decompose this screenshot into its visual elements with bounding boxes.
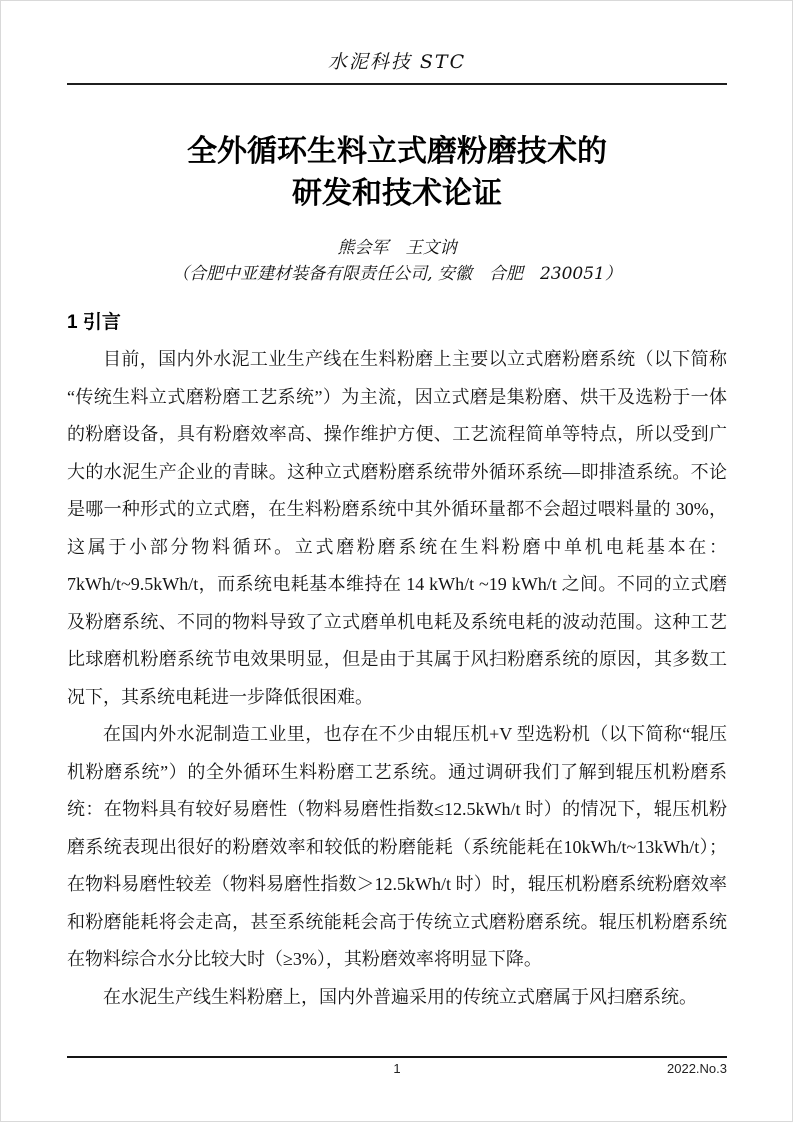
article-title [67,131,727,215]
affiliation: （合肥中亚建材装备有限责任公司, 安徽 合肥 230051） [172,264,622,284]
article-title-line2: 研发和技术论证 [292,177,502,210]
byline [67,235,727,287]
page-number: 1 [393,1061,401,1076]
paragraph-3: 在水泥生产线生料粉磨上，国内外普遍采用的传统立式磨属于风扫磨系统。 [103,986,697,1007]
issue-label: 2022.No.3 [667,1061,727,1076]
article-title-line1: 全外循环生料立式磨粉磨技术的 [187,135,607,168]
section-heading-introduction: 1 引言 [67,312,121,333]
footer-row [67,1058,727,1079]
page-footer [67,1056,727,1079]
paragraph-2: 在国内外水泥制造工业里，也存在不少由辊压机+V 型选粉机（以下简称“辊压机粉磨系统”）的全外循环生料粉磨工艺系统。通过调研我们了解到辊压机粉磨系统：在物料具有较好易磨性（物料易磨性指数≤12.5kWh/t 时）的情况下，辊压机粉磨系统表现出很好的粉磨效率和较低的粉磨能耗（系统能耗在10kWh/t~13kWh/t）；在物料易磨性较差（物料易磨性指数＞12.5kWh/t 时）时，辊压机粉磨系统粉磨效率和粉磨能耗将会走高，甚至系统能耗会高于传统立式磨粉磨系统。辊压机粉磨系统在物料综合水分比较大时（≥3%），其粉磨效率将明显下降。 [67,724,727,969]
body-text [67,341,727,1016]
header-rule [67,83,727,85]
authors: 熊会军 王文讷 [337,238,457,258]
journal-header-title: 水泥科技 STC [327,51,467,73]
paragraph-1: 目前，国内外水泥工业生产线在生料粉磨上主要以立式磨粉磨系统（以下简称“传统生料立式磨粉磨工艺系统”）为主流，因立式磨是集粉磨、烘干及选粉于一体的粉磨设备，具有粉磨效率高、操作维护方便、工艺流程简单等特点，所以受到广大的水泥生产企业的青睐。这种立式磨粉磨系统带外循环系统—即排渣系统。不论是哪一种形式的立式磨，在生料粉磨系统中其外循环量都不会超过喂料量的 30%，这属于小部分物料循环。立式磨粉磨系统在生料粉磨中单机电耗基本在：7kWh/t~9.5kWh/t，而系统电耗基本维持在 14 kWh/t ~19 kWh/t 之间。不同的立式磨及粉磨系统、不同的物料导致了立式磨单机电耗及系统电耗的波动范围。这种工艺比球磨机粉磨系统节电效果明显，但是由于其属于风扫粉磨系统的原因，其多数工况下，其系统电耗进一步降低很困难。 [67,349,727,707]
